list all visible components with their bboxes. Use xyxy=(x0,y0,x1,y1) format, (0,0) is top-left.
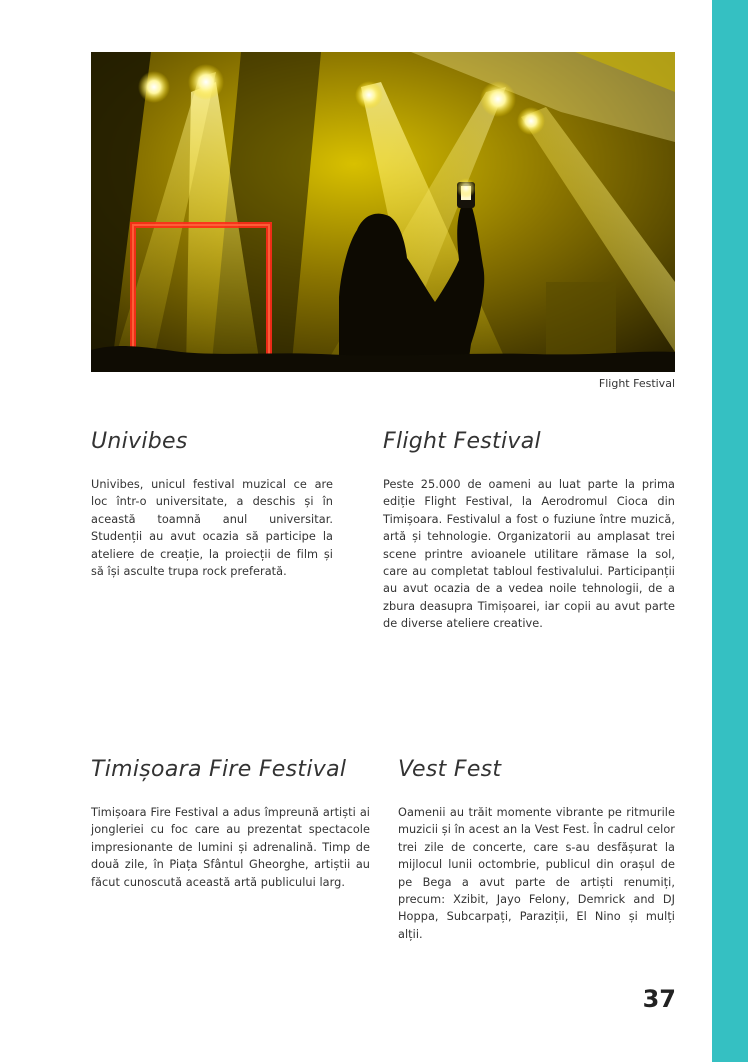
photo-caption: Flight Festival xyxy=(598,377,675,390)
section-title-univibes: Univibes xyxy=(91,429,188,454)
section-body-univibes: Univibes, unicul festival muzical ce are loc într-o universitate, a deschis și în această toamnă anul universitar. Studenții au avut ocazia să participe la ateliere de creație, la proiecții de film și să își asculte trupa rock preferată. xyxy=(91,478,333,579)
section-body-vest-fest: Oamenii au trăit momente vibrante pe ritmurile muzicii și în acest an la Vest Fest. În cadrul celor trei zile de concerte, care s-au desfășurat la mijlocul lunii octombrie, publicul din orașul de pe Bega a avut parte de artiști renumiți, precum: Xzibit, Jayo Felony, Demrick and DJ Hoppa, Subcarpați, Paraziții, El Nino și mulți alții. xyxy=(398,806,675,941)
concert-photo xyxy=(91,52,675,372)
section-title-vest-fest: Vest Fest xyxy=(398,757,502,782)
section-title-flight-festival: Flight Festival xyxy=(383,429,541,454)
section-title-timisoara-fire-festival: Timișoara Fire Festival xyxy=(91,757,347,782)
section-body-flight-festival: Peste 25.000 de oameni au luat parte la prima ediție Flight Festival, la Aerodromul Cioca din Timișoara. Festivalul a fost o fuziune între muzică, artă și tehnologie. Organizatorii au amplasat trei scene printre avioanele utilitare rămase la sol, care au completat tabloul festivalului. Participanții au avut ocazia de a vedea noile tehnologii, de a zbura deasupra Timișoarei, iar copii au avut parte de diverse ateliere creative. xyxy=(383,478,675,631)
accent-side-strip xyxy=(712,0,748,1062)
section-body-timisoara-fire-festival: Timișoara Fire Festival a adus împreună artiști ai jongleriei cu foc care au prezentat spectacole impresionante de lumini și adrenalină. Timp de două zile, în Piața Sfântul Gheorghe, artiștii au făcut cunoscută această artă publicului larg. xyxy=(91,806,370,889)
page-number: 37 xyxy=(642,985,676,1013)
